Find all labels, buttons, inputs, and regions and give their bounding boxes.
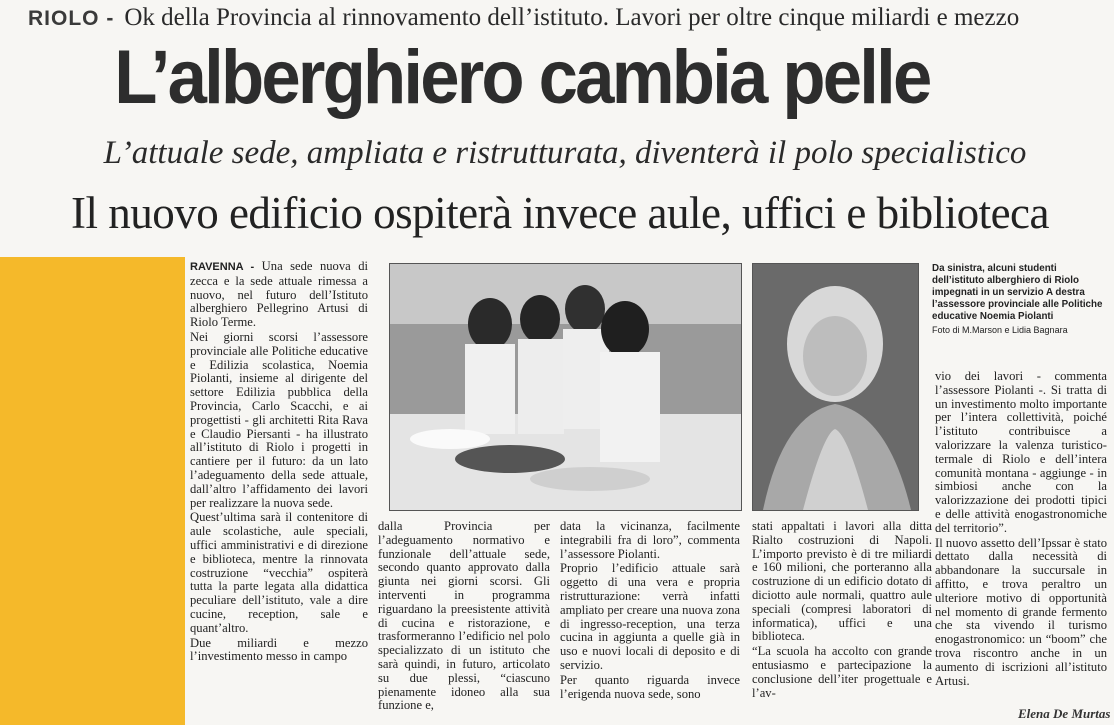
assessore-portrait-image xyxy=(753,264,918,510)
paragraph: Quest’ultima sarà il contenitore di aule scolastiche, aule speciali, uffici amministrativi e di direzione e biblioteca, mentre la rinnovata costruzione “vecchia” ospiterà tutta la parte legata alla didattica peculiare dell’istituto, vale a dire cucine, reception, sale e quant’altro. xyxy=(190,510,368,635)
subheadline-italic: L’attuale sede, ampliata e ristrutturata, diventerà il polo specialistico xyxy=(103,135,1027,171)
paragraph: Una sede nuova di zecca e la sede attuale rimessa a nuovo, nel futuro dell’Istituto alberghiero Pellegrino Artusi di Riolo Terme. xyxy=(190,260,368,330)
photo-caption xyxy=(932,263,1107,363)
yellow-sidebar-block xyxy=(0,257,185,725)
paragraph: vio dei lavori - commenta l’assessore Piolanti -. Si tratta di un investimento molto importante per l’intera collettività, poiché l’istituto contribuisce a valorizzare la valenza turistico-termale di Riolo e dell’intera comunità montana - aggiunge - in simbiosi anche con la valorizzazione dei prodotti tipici e delle attività enogastronomiche del territorio”. xyxy=(935,370,1107,535)
dateline: RAVENNA - xyxy=(190,261,255,273)
paragraph: stati appaltati i lavori alla ditta Rialto costruzioni di Napoli. L’importo previsto è di tre miliardi e 160 milioni, che porteranno alla costruzione di un edificio dotato di diciotto aule normali, quattro aule speciali (compresi laboratori di informatica), uffici e una biblioteca. xyxy=(752,520,932,644)
caption-text: Da sinistra, alcuni studenti dell’istituto alberghiero di Riolo impegnati in un servizio A destra l’assessore provinciale alle Politiche educative Noemia Piolanti xyxy=(932,263,1103,322)
kicker-text: Ok della Provincia al rinnovamento dell’istituto. Lavori per oltre cinque miliardi e mezzo xyxy=(124,4,1020,31)
students-photo xyxy=(389,263,742,511)
headline: L’alberghiero cambia pelle xyxy=(114,35,930,120)
paragraph: Nei giorni scorsi l’assessore provinciale alle Politiche educative e Edilizia scolastica, Noemia Piolanti, insieme al dirigente del settore Edilizia pubblica della Provincia, Carlo Scacchi, e ai progettisti - gli architetti Rita Rava e Claudio Piersanti - ha illustrato all’istituto di Riolo i progetti in cantiere per il futuro: da un lato l’adeguamento della sede attuale, dall’altro l’affidamento dei lavori per realizzare la nuova sede. xyxy=(190,329,368,510)
paragraph: data la vicinanza, facilmente integrabili fra di loro”, commenta l’assessore Piolanti. xyxy=(560,520,740,561)
paragraph: Il nuovo assetto dell’Ipssar è stato dettato dalla necessità di abbandonare la succursale in affitto, e trova peraltro un ulteriore motivo di opportunità nel momento di grande fermento che sta vivendo il turismo enogastronomico: un “boom” che trova riscontro anche in un aumento di iscrizioni all’istituto Artusi. xyxy=(935,535,1107,688)
photo-credit: Foto di M.Marson e Lidia Bagnara xyxy=(932,325,1068,335)
paragraph: dalla Provincia per l’adeguamento normativo e funzionale dell’attuale sede, secondo quanto approvato dalla giunta nei giorni scorsi. Gli interventi in programma riguardano la preesistente attività di cucina e ristorazione, e trasformeranno l’edificio nel polo specializzato di un istituto che sarà quindi, in futuro, articolato su due plessi, “ciascuno pienamente idoneo alla sua funzione e, xyxy=(378,520,550,713)
assessore-portrait xyxy=(752,263,919,511)
paragraph: Due miliardi e mezzo l’investimento messo in campo xyxy=(190,635,368,664)
paragraph: Per quanto riguarda invece l’erigenda nuova sede, sono xyxy=(560,672,740,701)
article-column-4 xyxy=(752,520,932,725)
article-column-1 xyxy=(190,260,368,725)
paragraph: Proprio l’edificio attuale sarà oggetto di una vera e propria ristrutturazione: verrà infatti ampliato per creare una nuova zona di ingresso-reception, una terza cucina in aggiunta a quelle già in uso e nuovi locali di deposito e di servizio. xyxy=(560,561,740,672)
article-column-3 xyxy=(560,520,740,725)
subheadline: Il nuovo edificio ospiterà invece aule, uffici e biblioteca xyxy=(70,188,1050,238)
paragraph: “La scuola ha accolto con grande entusiasmo e partecipazione la conclusione dell’iter progettuale e l’av- xyxy=(752,644,932,700)
kicker xyxy=(28,4,1108,34)
students-photo-image xyxy=(390,264,741,510)
kicker-tag: RIOLO - xyxy=(28,7,115,30)
article-column-2 xyxy=(378,520,550,725)
article-column-5 xyxy=(935,370,1107,725)
byline: Elena De Murtas xyxy=(1018,706,1111,721)
